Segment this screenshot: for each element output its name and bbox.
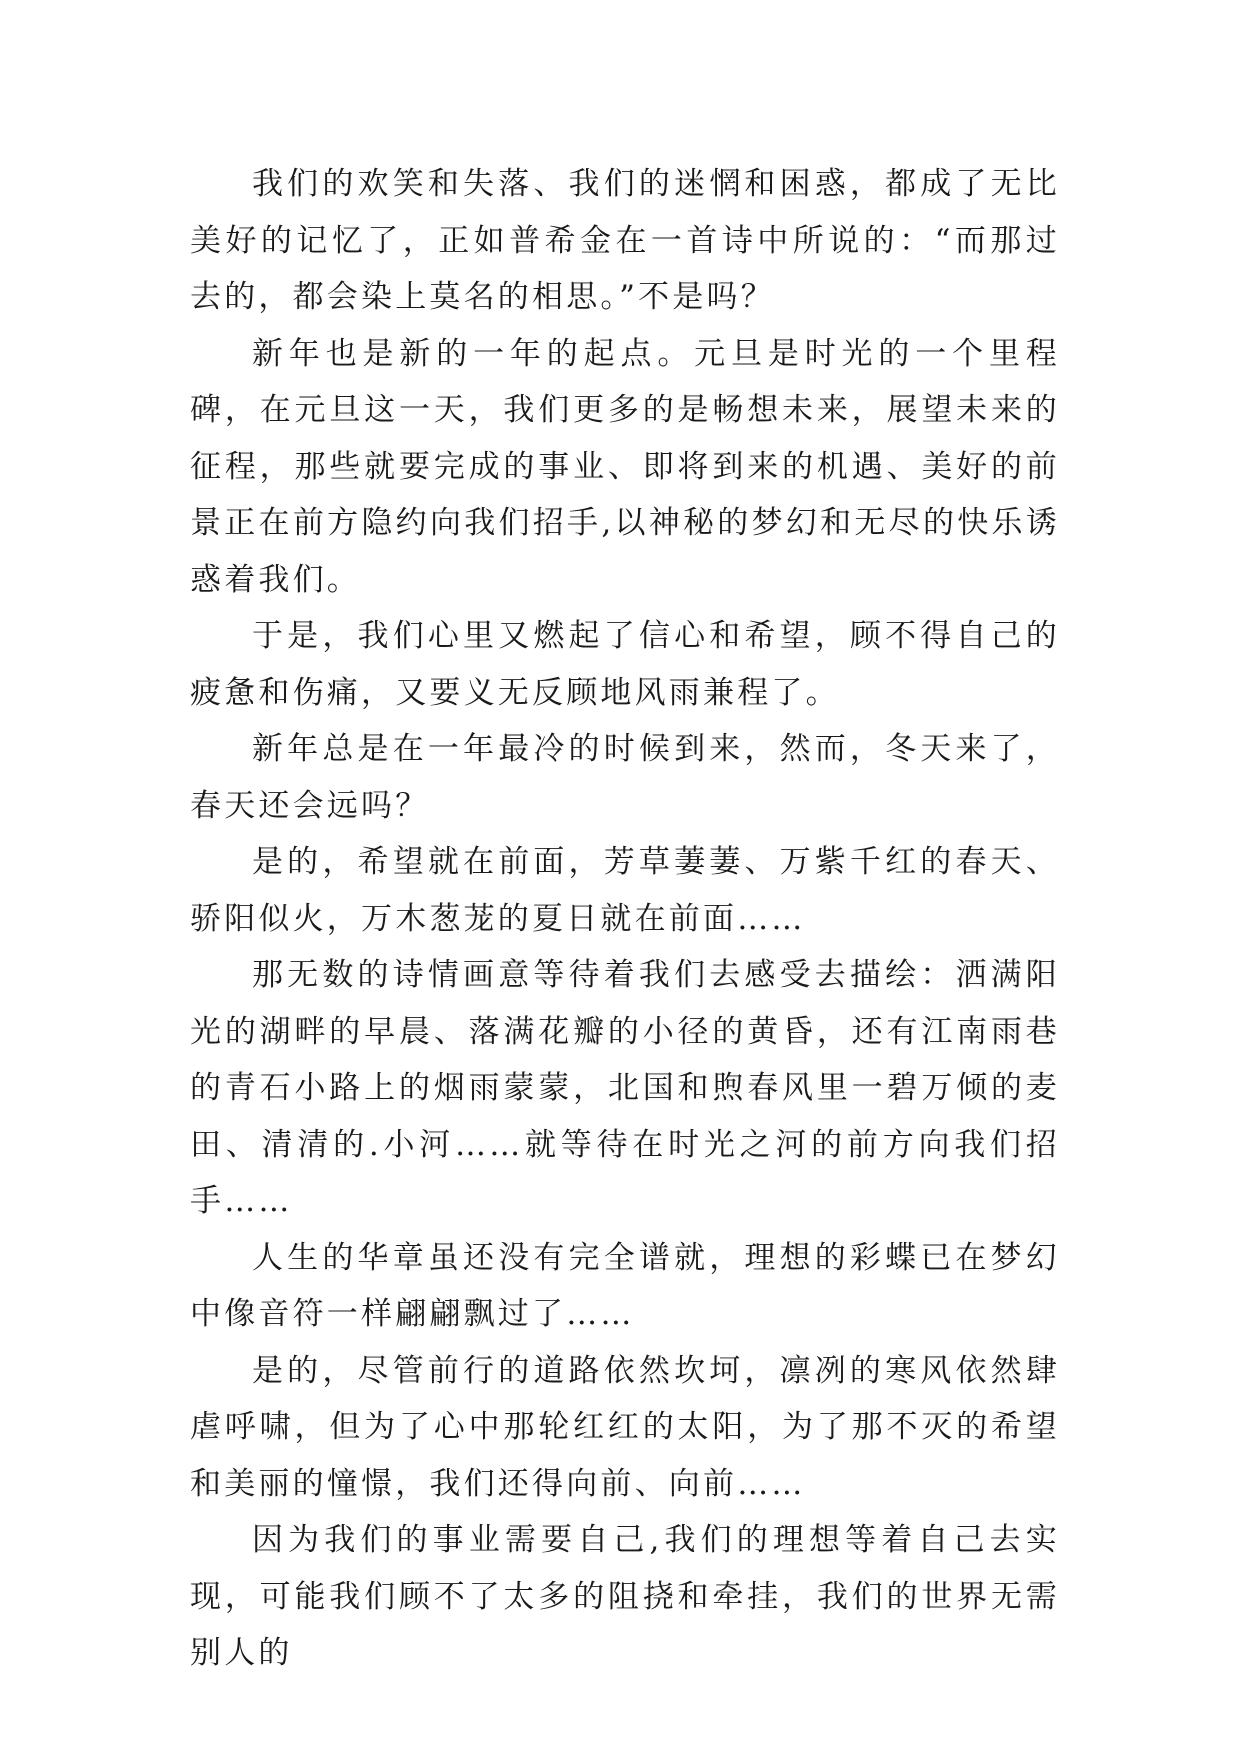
- paragraph: 我们的欢笑和失落、我们的迷惘和困惑，都成了无比美好的记忆了，正如普希金在一首诗中所说的：“而那过去的，都会染上莫名的相思。”不是吗？: [190, 166, 1060, 315]
- paragraph: 因为我们的事业需要自己,我们的理想等着自己去实现，可能我们顾不了太多的阻挠和牵挂，我们的世界无需别人的: [190, 1522, 1060, 1671]
- paragraph: 是的，尽管前行的道路依然坎坷，凛冽的寒风依然肆虐呼啸，但为了心中那轮红红的太阳，为了那不灭的希望和美丽的憧憬，我们还得向前、向前……: [190, 1352, 1060, 1502]
- paragraph: 人生的华章虽还没有完全谱就，理想的彩蝶已在梦幻中像音符一样翩翩飘过了……: [190, 1239, 1060, 1332]
- document-body: [190, 156, 1060, 1682]
- paragraph: 于是，我们心里又燃起了信心和希望，顾不得自己的疲惫和伤痛，又要义无反顾地风雨兼程了。: [190, 618, 1060, 711]
- paragraph: 那无数的诗情画意等待着我们去感受去描绘：洒满阳光的湖畔的早晨、落满花瓣的小径的黄昏，还有江南雨巷的青石小路上的烟雨蒙蒙，北国和煦春风里一碧万倾的麦田、清清的.小河……就等待在时光之河的前方向我们招手……: [190, 957, 1060, 1219]
- paragraph: 新年也是新的一年的起点。元旦是时光的一个里程碑，在元旦这一天，我们更多的是畅想未来，展望未来的征程，那些就要完成的事业、即将到来的机遇、美好的前景正在前方隐约向我们招手,以神秘的梦幻和无尽的快乐诱惑着我们。: [190, 335, 1060, 598]
- paragraph: 是的，希望就在前面，芳草萋萋、万紫千红的春天、骄阳似火，万木葱茏的夏日就在前面……: [190, 844, 1060, 937]
- paragraph: 新年总是在一年最冷的时候到来，然而，冬天来了，春天还会远吗？: [190, 731, 1060, 824]
